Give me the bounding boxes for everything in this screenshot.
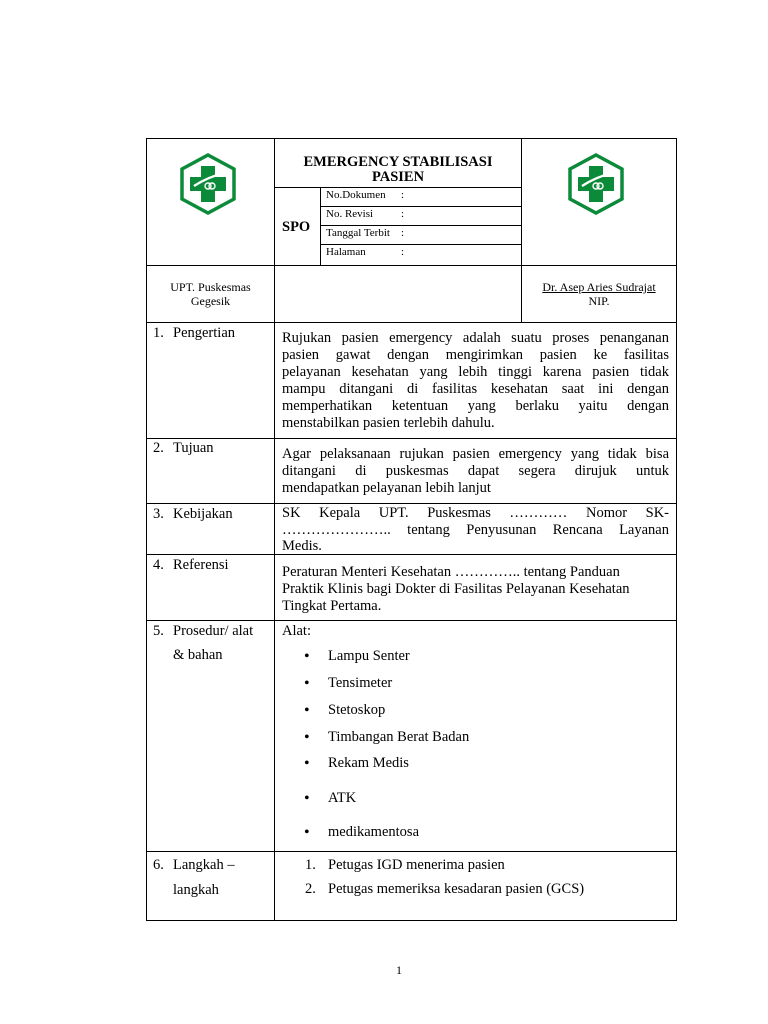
list-item: • Rekam Medis bbox=[328, 755, 409, 772]
section-2-body bbox=[282, 446, 669, 497]
section-3-label: Kebijakan bbox=[173, 506, 233, 522]
puskesmas-logo-right bbox=[568, 153, 624, 215]
section-6-number: 6. bbox=[153, 857, 164, 873]
list-item: • Tensimeter bbox=[328, 675, 392, 692]
section-6-label-line2: langkah bbox=[173, 882, 219, 898]
section-4-line: Peraturan Menteri Kesehatan ………….. tentang Panduan bbox=[282, 564, 620, 580]
section-1-line: pasien gawat dengan mengirimkan pasien ke fasilitas bbox=[282, 347, 669, 363]
section-2-number: 2. bbox=[153, 440, 164, 456]
spo-label: SPO bbox=[282, 219, 311, 235]
title-bottom-border bbox=[274, 187, 522, 188]
signer-block bbox=[522, 280, 676, 308]
header-bottom-border bbox=[146, 265, 677, 266]
section-1-number: 1. bbox=[153, 325, 164, 341]
field-no-revisi-colon: : bbox=[401, 208, 405, 220]
section-4-line: Tingkat Pertama. bbox=[282, 598, 382, 614]
section-3-line: Medis. bbox=[282, 538, 322, 554]
field-tanggal-terbit: Tanggal Terbit bbox=[326, 227, 390, 239]
section-5-label-line2: & bahan bbox=[173, 647, 223, 663]
step-text: Petugas memeriksa kesadaran pasien (GCS) bbox=[328, 881, 585, 897]
field-halaman: Halaman bbox=[326, 246, 366, 258]
column-divider-left bbox=[274, 138, 275, 921]
step-number: 1. bbox=[305, 857, 316, 873]
field-divider-3 bbox=[320, 244, 522, 245]
table-top-border bbox=[146, 138, 677, 139]
section-3-number: 3. bbox=[153, 506, 164, 522]
signer-nip: NIP. bbox=[588, 294, 610, 308]
puskesmas-logo-left bbox=[180, 153, 236, 215]
org-name bbox=[147, 280, 274, 308]
step-text: Petugas IGD menerima pasien bbox=[328, 857, 505, 873]
section-4-number: 4. bbox=[153, 557, 164, 573]
section-1-line: memperhatikan ketentuan yang berlaku yaitu dengan bbox=[282, 398, 669, 414]
org-name-line2: Gegesik bbox=[190, 294, 231, 308]
section-4-body bbox=[282, 564, 669, 615]
section-6-label-line1: Langkah – bbox=[173, 857, 235, 873]
section-1-line: pelayanan kesehatan yang lebih tinggi karena pasien tidak bbox=[282, 364, 669, 380]
org-name-line1: UPT. Puskesmas bbox=[170, 280, 251, 294]
field-tanggal-terbit-colon: : bbox=[401, 227, 405, 239]
section-4-label: Referensi bbox=[173, 557, 229, 573]
field-no-dokumen-colon: : bbox=[401, 189, 405, 201]
section-1-line: menstabilkan pasien terlebih dahulu. bbox=[282, 415, 495, 431]
document-title-line2: PASIEN bbox=[371, 169, 425, 185]
list-item: • Stetoskop bbox=[328, 702, 385, 719]
section-5-heading: Alat: bbox=[282, 623, 311, 639]
document-title-line1: EMERGENCY STABILISASI bbox=[303, 154, 493, 170]
signer-name: Dr. Asep Aries Sudrajat bbox=[542, 280, 656, 294]
document-title bbox=[276, 155, 520, 185]
section-1-line: Rujukan pasien emergency adalah suatu proses penanganan bbox=[282, 330, 669, 346]
section-3-body bbox=[282, 505, 669, 555]
row5-bottom-border bbox=[146, 851, 677, 852]
org-row-bottom-border bbox=[146, 322, 677, 323]
field-halaman-colon: : bbox=[401, 246, 405, 258]
section-1-line: mampu ditangani di fasilitas kesehatan saat ini dengan bbox=[282, 381, 669, 397]
field-divider-1 bbox=[320, 206, 522, 207]
section-1-label: Pengertian bbox=[173, 325, 236, 341]
list-item: • ATK bbox=[328, 790, 356, 807]
table-bottom-border bbox=[146, 920, 677, 921]
row4-bottom-border bbox=[146, 620, 677, 621]
spo-divider bbox=[320, 187, 321, 266]
row1-bottom-border bbox=[146, 438, 677, 439]
section-4-line: Praktik Klinis bagi Dokter di Fasilitas Pelayanan Kesehatan bbox=[282, 581, 630, 597]
row2-bottom-border bbox=[146, 503, 677, 504]
field-divider-2 bbox=[320, 225, 522, 226]
field-no-dokumen: No.Dokumen bbox=[326, 189, 386, 201]
table-right-border bbox=[676, 138, 677, 921]
page-number: 1 bbox=[396, 963, 402, 977]
section-2-label: Tujuan bbox=[173, 440, 214, 456]
step-number: 2. bbox=[305, 881, 316, 897]
list-item: • medikamentosa bbox=[328, 824, 419, 841]
list-item: • Timbangan Berat Badan bbox=[328, 729, 469, 746]
section-3-line: ………………….. tentang Penyusunan Rencana Layanan bbox=[282, 521, 669, 538]
field-no-revisi: No. Revisi bbox=[326, 208, 374, 220]
section-2-line: mendapatkan pelayanan lebih lanjut bbox=[282, 480, 491, 496]
section-5-label-line1: Prosedur/ alat bbox=[173, 623, 254, 639]
table-left-border bbox=[146, 138, 147, 921]
section-3-line: SK Kepala UPT. Puskesmas ………… Nomor SK- bbox=[282, 505, 669, 521]
section-2-line: Agar pelaksanaan rujukan pasien emergency yang tidak bisa bbox=[282, 446, 669, 462]
section-1-body bbox=[282, 330, 669, 432]
list-item: • Lampu Senter bbox=[328, 648, 410, 665]
section-2-line: ditangani di puskesmas dapat segera dirujuk untuk bbox=[282, 463, 669, 479]
section-5-number: 5. bbox=[153, 623, 164, 639]
